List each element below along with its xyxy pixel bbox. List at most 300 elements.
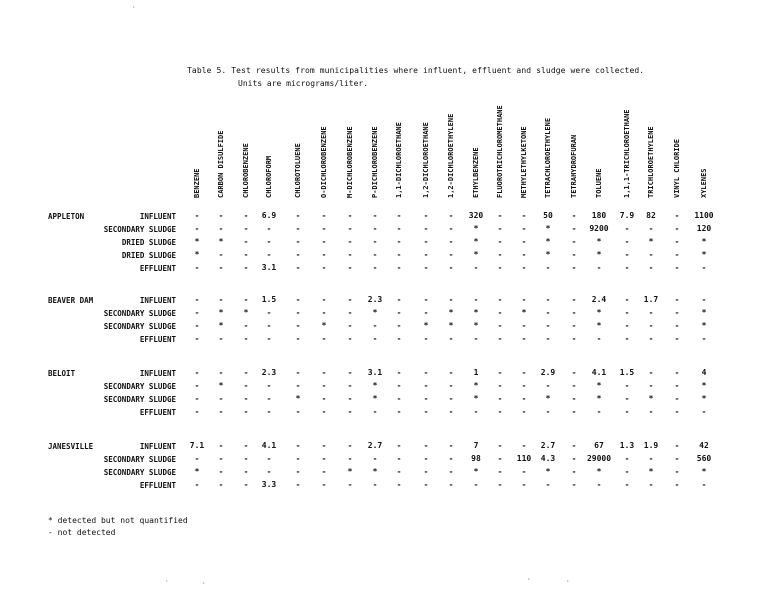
table-cell: 1.3 [619,441,635,450]
column-header: TRICHLOROETHYLENE [647,126,655,198]
table-cell: * [372,393,378,403]
table-cell: - [648,406,654,416]
table-cell: - [674,236,680,246]
table-cell: - [497,393,503,403]
column-header: ETHYLBENZENE [472,147,480,198]
table-cell: - [571,223,577,233]
table-cell: - [624,333,630,343]
table-cell: * [545,393,551,403]
table-cell: 7.9 [619,211,635,220]
table-cell: - [674,211,680,220]
table-cell: 2.4 [591,295,607,304]
table-cell: - [266,333,272,343]
table-cell: - [448,333,454,343]
table-cell: - [194,295,200,304]
column-header: TOLUENE [595,168,603,198]
table-cell: * [218,307,224,317]
table-cell: - [295,307,301,317]
table-cell: - [624,406,630,416]
table-cell: * [473,236,479,246]
table-cell: - [372,249,378,259]
table-cell: 1.5 [619,368,635,377]
table-cell: - [448,393,454,403]
table-cell: - [194,393,200,403]
table-cell: * [648,393,654,403]
table-cell: - [347,406,353,416]
table-cell: * [473,466,479,476]
table-cell: - [347,307,353,317]
table-cell: 6.9 [261,211,277,220]
table-cell: - [674,368,680,377]
column-header: P-DICHLOROBENZENE [371,126,379,198]
table-cell: - [243,368,249,377]
table-cell: - [396,211,402,220]
table-cell: 3.1 [261,262,277,272]
table-cell: - [266,236,272,246]
table-cell: - [218,211,224,220]
table-cell: - [423,223,429,233]
table-cell: - [347,441,353,450]
table-cell: 9200 [589,223,609,233]
table-cell: - [266,406,272,416]
table-cell: - [545,307,551,317]
table-cell: - [243,262,249,272]
table-cell: - [596,406,602,416]
table-cell: - [347,223,353,233]
table-cell: 7 [473,441,479,450]
table-cell: 1.9 [643,441,659,450]
table-cell: * [596,249,602,259]
column-header: FLUOROTRICHLOROMETHANE [496,105,504,198]
table-cell: - [347,236,353,246]
table-cell: * [473,380,479,390]
sample-type-label: EFFLUENT [139,334,176,344]
table-cell: - [473,479,479,489]
table-cell: - [243,466,249,476]
table-cell: - [473,295,479,304]
table-cell: - [194,406,200,416]
table-cell: * [701,236,707,246]
table-cell: - [521,236,527,246]
table-cell: - [571,262,577,272]
table-cell: 4.1 [591,368,607,377]
table-cell: - [396,236,402,246]
table-cell: * [473,393,479,403]
table-cell: - [674,320,680,330]
table-cell: - [396,406,402,416]
table-cell: * [448,320,454,330]
site-name: BELOIT [48,369,76,378]
table-cell: - [624,466,630,476]
table-cell: - [347,211,353,220]
table-cell: - [624,236,630,246]
scan-speck: · [527,576,531,583]
table-cell: - [448,262,454,272]
table-cell: - [545,262,551,272]
table-cell: - [321,307,327,317]
table-cell: - [571,333,577,343]
table-cell: - [372,211,378,220]
table-cell: - [321,380,327,390]
table-cell: - [423,249,429,259]
table-cell: - [521,333,527,343]
table-cell: - [266,223,272,233]
table-cell: - [423,262,429,272]
table-cell: - [243,236,249,246]
table-cell: - [243,393,249,403]
table-cell: - [396,223,402,233]
table-cell: - [372,333,378,343]
table-cell: - [473,262,479,272]
site-name: APPLETON [48,212,85,221]
table-cell: - [497,320,503,330]
table-cell: - [674,295,680,304]
table-cell: - [448,295,454,304]
table-cell: - [396,333,402,343]
table-cell: - [674,466,680,476]
table-cell: 1 [473,368,479,377]
table-cell: - [648,333,654,343]
table-cell: - [218,368,224,377]
table-cell: - [497,406,503,416]
table-cell: - [372,236,378,246]
table-cell: * [701,466,707,476]
table-cell: * [321,320,327,330]
table-cell: - [624,249,630,259]
table-cell: - [218,406,224,416]
table-cell: - [347,479,353,489]
table-cell: - [396,441,402,450]
table-cell: - [295,223,301,233]
table-cell: - [321,236,327,246]
table-cell: - [243,320,249,330]
table-cell: - [218,223,224,233]
table-cell: 110 [516,453,532,463]
column-header: CHLOROTOLUENE [294,143,302,198]
table-cell: - [194,333,200,343]
table-cell: - [194,262,200,272]
table-cell: - [624,320,630,330]
table-cell: - [295,333,301,343]
table-cell: * [521,307,527,317]
table-cell: - [266,466,272,476]
table-cell: * [596,320,602,330]
column-header: TETRACHLOROETHYLENE [544,117,552,198]
table-cell: * [701,249,707,259]
table-cell: * [372,307,378,317]
table-cell: - [347,453,353,463]
table-cell: - [372,223,378,233]
column-header: 1,2-DICHLOROETHYLENE [447,113,455,198]
table-cell: - [497,333,503,343]
legend-note: * detected but not quantified [48,516,188,525]
table-cell: * [545,223,551,233]
table-cell: - [396,393,402,403]
column-header: BENZENE [193,168,201,198]
table-cell: - [347,368,353,377]
table-cell: - [497,223,503,233]
table-cell: - [521,393,527,403]
table-cell: - [423,393,429,403]
table-cell: - [266,380,272,390]
sample-type-label: INFLUENT [139,296,176,305]
table-cell: - [674,453,680,463]
table-cell: - [571,453,577,463]
table-cell: - [423,466,429,476]
table-cell: - [396,368,402,377]
table-cell: 180 [591,211,607,220]
table-cell: - [295,211,301,220]
table-cell: - [497,380,503,390]
table-cell: - [571,406,577,416]
table-cell: - [448,223,454,233]
table-cell: 50 [543,211,553,220]
table-cell: - [701,295,707,304]
table-cell: * [596,236,602,246]
table-cell: - [624,393,630,403]
table-cell: - [243,479,249,489]
table-cell: * [218,380,224,390]
table-cell: - [521,320,527,330]
table-cell: - [648,368,654,377]
table-cell: 120 [696,223,712,233]
table-cell: - [571,479,577,489]
table-cell: - [218,479,224,489]
table-cell: - [521,479,527,489]
table-cell: - [648,223,654,233]
scan-speck: · [202,580,206,587]
table-cell: - [194,380,200,390]
table-cell: * [423,320,429,330]
table-cell: - [648,320,654,330]
table-cell: - [295,453,301,463]
table-cell: - [571,236,577,246]
table-cell: - [423,380,429,390]
table-cell: - [243,249,249,259]
table-cell: - [571,393,577,403]
table-cell: 7.1 [189,441,205,450]
table-cell: - [347,249,353,259]
table-cell: - [295,380,301,390]
sample-type-label: INFLUENT [139,212,176,221]
table-cell: - [497,453,503,463]
table-cell: - [497,249,503,259]
table-cell: - [648,479,654,489]
table-cell: - [571,380,577,390]
table-cell: - [674,393,680,403]
table-cell: 4.3 [540,453,556,463]
table-cell: - [194,368,200,377]
table-cell: - [521,211,527,220]
table-cell: - [521,368,527,377]
table-cell: * [218,320,224,330]
table-cell: - [423,236,429,246]
table-cell: - [321,406,327,416]
table-cell: - [545,479,551,489]
table-cell: - [473,333,479,343]
table-cell: - [448,453,454,463]
table-cell: - [347,262,353,272]
sample-type-label: SECONDARY SLUDGE [103,381,176,391]
table-cell: - [372,262,378,272]
table-cell: - [243,333,249,343]
table-cell: - [396,249,402,259]
table-cell: - [674,249,680,259]
table-cell: - [448,211,454,220]
table-cell: - [295,236,301,246]
scan-speck: · [165,578,169,585]
table-cell: 2.7 [540,441,556,450]
table-cell: 2.3 [261,368,277,377]
table-cell: - [448,380,454,390]
table-cell: - [545,295,551,304]
table-cell: - [194,307,200,317]
table-cell: - [243,223,249,233]
table-cell: - [321,393,327,403]
table-cell: - [497,368,503,377]
column-header: CARBON DISULFIDE [217,130,225,198]
column-header: XYLENES [700,168,708,198]
sample-type-label: DRIED SLUDGE [121,250,176,260]
table-cell: - [266,320,272,330]
column-header: METHYLETHYLKETONE [520,126,528,198]
table-cell: - [624,307,630,317]
table-cell: - [423,406,429,416]
table-cell: - [545,333,551,343]
table-cell: * [473,223,479,233]
table-cell: - [674,380,680,390]
table-cell: - [321,295,327,304]
table-cell: - [347,320,353,330]
table-cell: - [596,262,602,272]
table-cell: * [701,320,707,330]
table-cell: - [218,466,224,476]
table-cell: - [396,466,402,476]
table-cell: - [321,441,327,450]
column-header: VINYL CHLORIDE [673,138,681,198]
table-cell: - [423,333,429,343]
table-cell: - [545,406,551,416]
column-header: 1,1,1-TRICHLOROETHANE [623,109,631,198]
table-cell: * [596,307,602,317]
table-cell: * [194,466,200,476]
table-cell: - [596,333,602,343]
table-cell: - [521,249,527,259]
table-cell: - [295,441,301,450]
table-cell: 2.7 [367,441,383,450]
table-cell: 320 [468,211,484,220]
table-cell: - [218,393,224,403]
table-cell: 3.1 [367,368,383,377]
table-cell: - [473,406,479,416]
table-cell: 1.5 [261,295,277,304]
scan-speck: · [566,578,570,585]
table-cell: - [266,307,272,317]
table-cell: - [571,307,577,317]
table-cell: * [473,249,479,259]
table-cell: - [295,479,301,489]
table-cell: - [396,380,402,390]
sample-type-label: SECONDARY SLUDGE [103,394,176,404]
table-cell: - [423,441,429,450]
table-cell: * [243,307,249,317]
table-cell: - [243,441,249,450]
table-cell: - [295,406,301,416]
table-cell: 82 [646,211,656,220]
table-cell: - [648,307,654,317]
legend-note: - not detected [48,528,116,537]
table-cell: - [571,466,577,476]
table-cell: 2.9 [540,368,556,377]
table-cell: - [347,393,353,403]
table-cell: - [321,333,327,343]
table-cell: - [571,320,577,330]
table-cell: - [321,453,327,463]
column-header: O-DICHLOROBENZENE [320,126,328,198]
table-cell: - [571,441,577,450]
table-cell: - [372,320,378,330]
table-cell: - [218,453,224,463]
table-cell: - [448,466,454,476]
table-cell: - [243,406,249,416]
table-cell: - [423,295,429,304]
table-cell: - [674,223,680,233]
table-cell: - [571,295,577,304]
column-header: 1,1-DICHLOROETHANE [395,122,403,198]
table-cell: - [624,380,630,390]
table-cell: - [218,249,224,259]
table-cell: - [521,406,527,416]
table-cell: 29000 [586,453,612,463]
sample-type-label: SECONDARY SLUDGE [103,321,176,331]
table-cell: - [674,406,680,416]
table-cell: - [347,295,353,304]
column-header: 1,2-DICHLOROETHANE [422,122,430,198]
sample-type-label: INFLUENT [139,369,176,378]
table-cell: - [372,479,378,489]
table-cell: - [295,466,301,476]
column-header: TETRAHYDROFURAN [570,134,578,198]
table-cell: 4 [701,368,707,377]
scan-speck: · [132,4,136,11]
table-cell: - [545,320,551,330]
table-cell: - [243,211,249,220]
table-cell: - [521,441,527,450]
sample-type-label: SECONDARY SLUDGE [103,308,176,318]
table-cell: - [218,262,224,272]
table-cell: - [701,333,707,343]
table-cell: - [396,295,402,304]
table-cell: - [521,262,527,272]
sample-type-label: EFFLUENT [139,480,176,490]
table-cell: - [321,466,327,476]
table-cell: - [624,295,630,304]
table-cell: - [347,380,353,390]
table-cell: - [448,441,454,450]
column-header: CHLOROBENZENE [242,143,250,198]
table-cell: * [545,466,551,476]
sample-type-label: INFLUENT [139,442,176,451]
table-cell: - [295,320,301,330]
table-cell: - [396,453,402,463]
table-cell: - [321,262,327,272]
table-cell: - [218,295,224,304]
table-units-note: Units are micrograms/liter. [238,79,369,88]
table-cell: - [521,223,527,233]
table-cell: - [448,236,454,246]
table-cell: * [648,236,654,246]
table-cell: * [596,380,602,390]
